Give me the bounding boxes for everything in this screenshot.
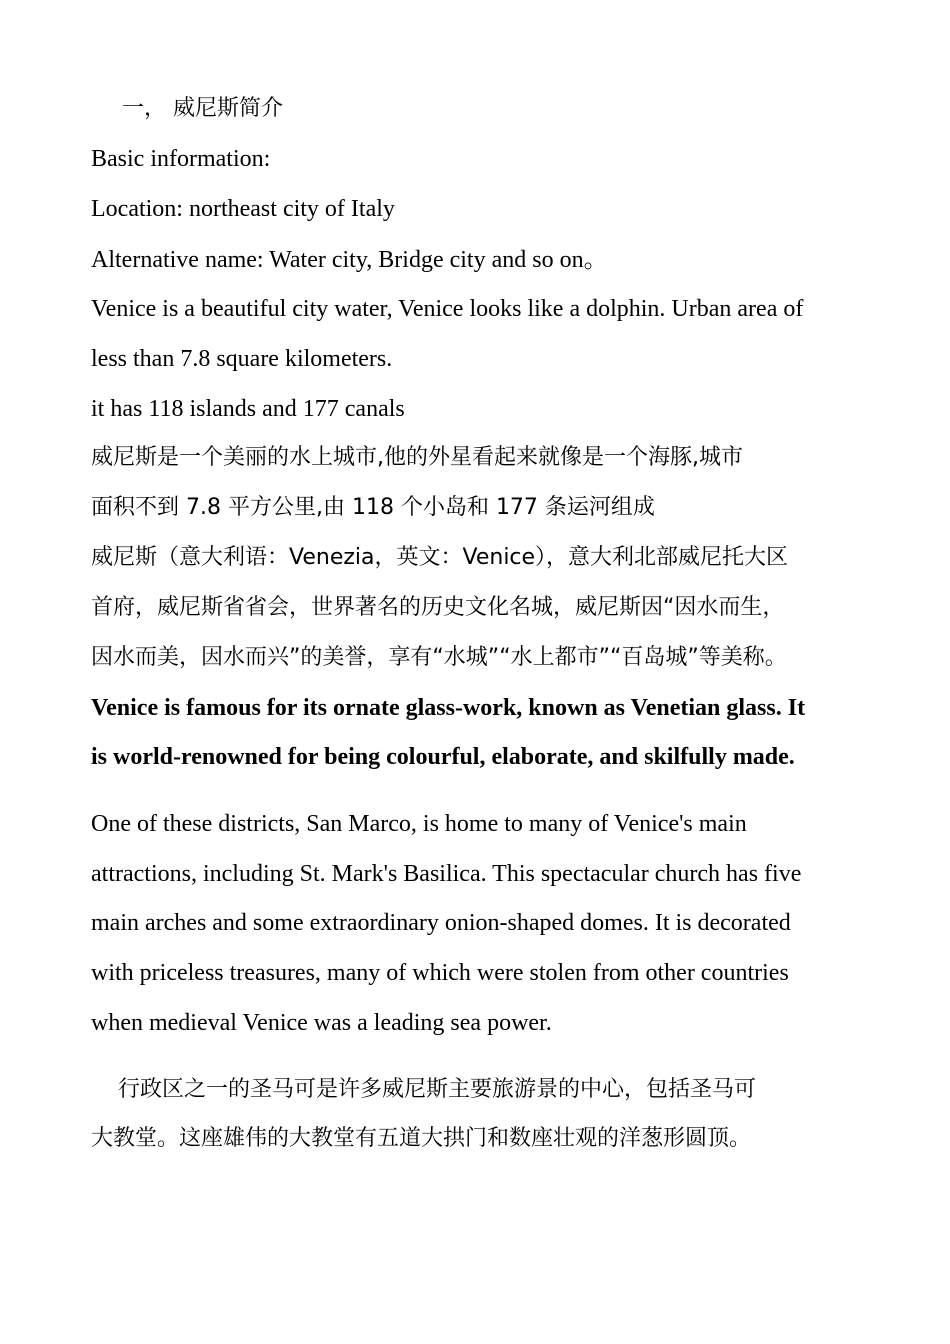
basic-info-title: Basic information: xyxy=(91,146,271,172)
san-marco-chinese-line: 行政区之一的圣马可是许多威尼斯主要旅游景的中心，包括圣马可 xyxy=(118,1077,757,1102)
chinese-intro-line: 面积不到 7.8 平方公里,由 118 个小岛和 177 条运河组成 xyxy=(91,495,655,520)
section-heading: 一， 威尼斯简介 xyxy=(122,96,283,121)
location-line: Location: northeast city of Italy xyxy=(91,196,395,222)
chinese-intro-line: 威尼斯（意大利语：Venezia，英文：Venice），意大利北部威尼托大区 xyxy=(91,545,789,570)
san-marco-line: attractions, including St. Mark's Basilica. This spectacular church has five xyxy=(91,861,802,887)
alternative-name-line: Alternative name: Water city, Bridge city and so on。 xyxy=(91,247,608,273)
chinese-intro-line: 因水而美，因水而兴”的美誉，享有“水城”“水上都市”“百岛城”等美称。 xyxy=(91,645,787,670)
chinese-intro-line: 威尼斯是一个美丽的水上城市,他的外星看起来就像是一个海豚,城市 xyxy=(91,445,743,470)
description-line: it has 118 islands and 177 canals xyxy=(91,396,405,422)
san-marco-chinese-line: 大教堂。这座雄伟的大教堂有五道大拱门和数座壮观的洋葱形圆顶。 xyxy=(91,1126,752,1151)
san-marco-line: with priceless treasures, many of which were stolen from other countries xyxy=(91,960,789,986)
san-marco-line: when medieval Venice was a leading sea power. xyxy=(91,1010,552,1036)
san-marco-line: main arches and some extraordinary onion-shaped domes. It is decorated xyxy=(91,910,791,936)
glass-paragraph-line: is world-renowned for being colourful, elaborate, and skilfully made. xyxy=(91,744,795,770)
description-line: less than 7.8 square kilometers. xyxy=(91,346,393,372)
chinese-intro-line: 首府，威尼斯省省会，世界著名的历史文化名城，威尼斯因“因水而生， xyxy=(91,595,785,620)
description-line: Venice is a beautiful city water, Venice looks like a dolphin. Urban area of xyxy=(91,296,804,322)
san-marco-line: One of these districts, San Marco, is home to many of Venice's main xyxy=(91,811,747,837)
glass-paragraph-line: Venice is famous for its ornate glass-work, known as Venetian glass. It xyxy=(91,695,806,721)
